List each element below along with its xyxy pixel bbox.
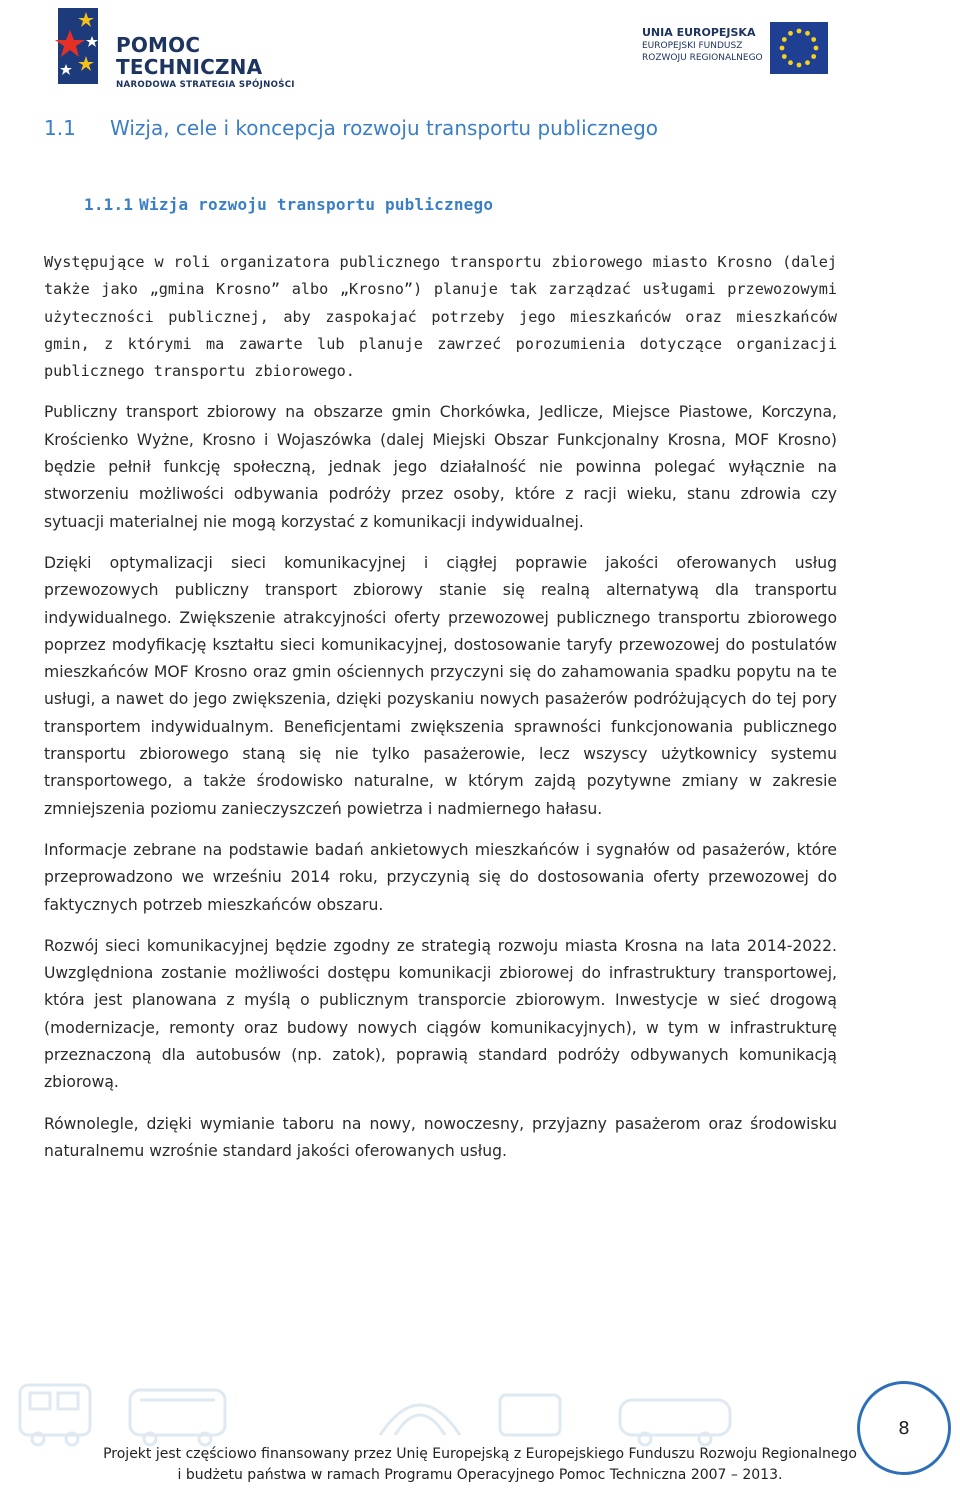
subsection-number: 1.1.1	[84, 195, 134, 214]
paragraph: Równolegle, dzięki wymianie taboru na nowy, nowoczesny, przyjazny pasażerom oraz środowisku naturalnemu wzrośnie standard jakości oferowanych usług.	[44, 1114, 837, 1160]
eu-fund-line2: ROZWOJU REGIONALNEGO	[642, 53, 763, 63]
footer-funding-note	[0, 1444, 960, 1486]
eu-name: UNIA EUROPEJSKA	[642, 26, 756, 39]
section-heading	[44, 116, 658, 140]
eu-logo	[630, 22, 830, 72]
document-body	[44, 249, 837, 1179]
paragraph: Informacje zebrane na podstawie badań ankietowych mieszkańców i sygnałów od pasażerów, które przeprowadzono we wrześniu 2014 roku, przyczynią się do dostosowania oferty przewozowej do faktycznych potrzeb mieszkańców obszaru.	[44, 840, 837, 914]
paragraph: Występujące w roli organizatora publicznego transportu zbiorowego miasto Krosno (dalej także jako „gmina Krosno” albo „Krosno”) planuje tak zarządzać usługami przewozowymi użyteczności publicznej, aby zaspokajać potrzeby jego mieszkańców oraz mieszkańców gmin, z którymi ma zawarte lub planuje zawrzeć porozumienia dotyczące organizacji publicznego transportu zbiorowego.	[44, 253, 837, 381]
paragraph: Publiczny transport zbiorowy na obszarze gmin Chorkówka, Jedlicze, Miejsce Piastowe, Korczyna, Krościenko Wyżne, Krosno i Wojaszówka (dalej Miejski Obszar Funkcjonalny Krosna, MOF Krosno) będzie pełnił funkcję społeczną, jednak jego działalność nie powinna polegać wyłącznie na stworzeniu możliwości odbywania podróży przez osoby, które z racji wieku, stanu zdrowia czy sytuacji materialnej nie mogą korzystać z komunikacji indywidualnej.	[44, 403, 837, 531]
paragraph: Rozwój sieci komunikacyjnej będzie zgodny ze strategią rozwoju miasta Krosna na lata 2014-2022. Uwzględniona zostanie możliwości dostępu komunikacji zbiorowej do infrastruktury transportowej, która jest planowana z myślą o publicznym transporcie zbiorowym. Inwestycje w sieć drogową (modernizacje, remonty oraz budowy nowych ciągów komunikacyjnych), w tym w infrastrukturę przeznaczoną dla autobusów (np. zatok), poprawią standard podróży odbywanych komunikacją zbiorową.	[44, 936, 837, 1092]
footer-line: Projekt jest częściowo finansowany przez Unię Europejską z Europejskiego Funduszu Rozwoju Regionalnego	[103, 1446, 857, 1462]
subsection-heading	[84, 195, 493, 214]
paragraph: Dzięki optymalizacji sieci komunikacyjnej i ciągłej poprawie jakości oferowanych usług przewozowych publiczny transport zbiorowy stanie się realną alternatywą dla transportu indywidualnego. Zwiększenie atrakcyjności oferty przewozowej publicznego transportu zbiorowego poprzez modyfikację kształtu sieci komunikacyjnej, dostosowanie taryfy przewozowej do postulatów mieszkańców MOF Krosno oraz gmin ościennych przyczyni się do zahamowania spadku popytu na te usługi, a nawet do jego zwiększenia, dzięki pozyskaniu nowych pasażerów podróżujących do tej pory transportem indywidualnym. Beneficjentami zwiększenia sprawności funkcjonowania publicznego transportu zbiorowego staną się nie tylko pasażerowie, lecz wszyscy użytkownicy systemu transportowego, a także środowisko naturalne, w którym zajdą pozytywne zmiany w zakresie zmniejszenia poziomu zanieczyszczeń powietrza i nadmiernego hałasu.	[44, 553, 837, 818]
pomoc-techniczna-emblem-icon	[52, 6, 108, 86]
eu-flag-icon	[770, 22, 828, 74]
logo-title: POMOC TECHNICZNA	[116, 33, 263, 79]
subsection-title: Wizja rozwoju transportu publicznego	[139, 195, 494, 214]
pomoc-techniczna-logo	[52, 6, 342, 90]
section-number: 1.1	[44, 116, 76, 140]
section-title: Wizja, cele i koncepcja rozwoju transportu publicznego	[110, 116, 659, 140]
logo-subtitle: NARODOWA STRATEGIA SPÓJNOŚCI	[116, 80, 295, 90]
footer-line: i budżetu państwa w ramach Programu Operacyjnego Pomoc Techniczna 2007 – 2013.	[177, 1467, 783, 1483]
page-header	[0, 0, 960, 90]
page-number: 8	[857, 1381, 951, 1475]
footer-transport-icons	[0, 1355, 960, 1450]
eu-fund-line1: EUROPEJSKI FUNDUSZ	[642, 41, 743, 51]
